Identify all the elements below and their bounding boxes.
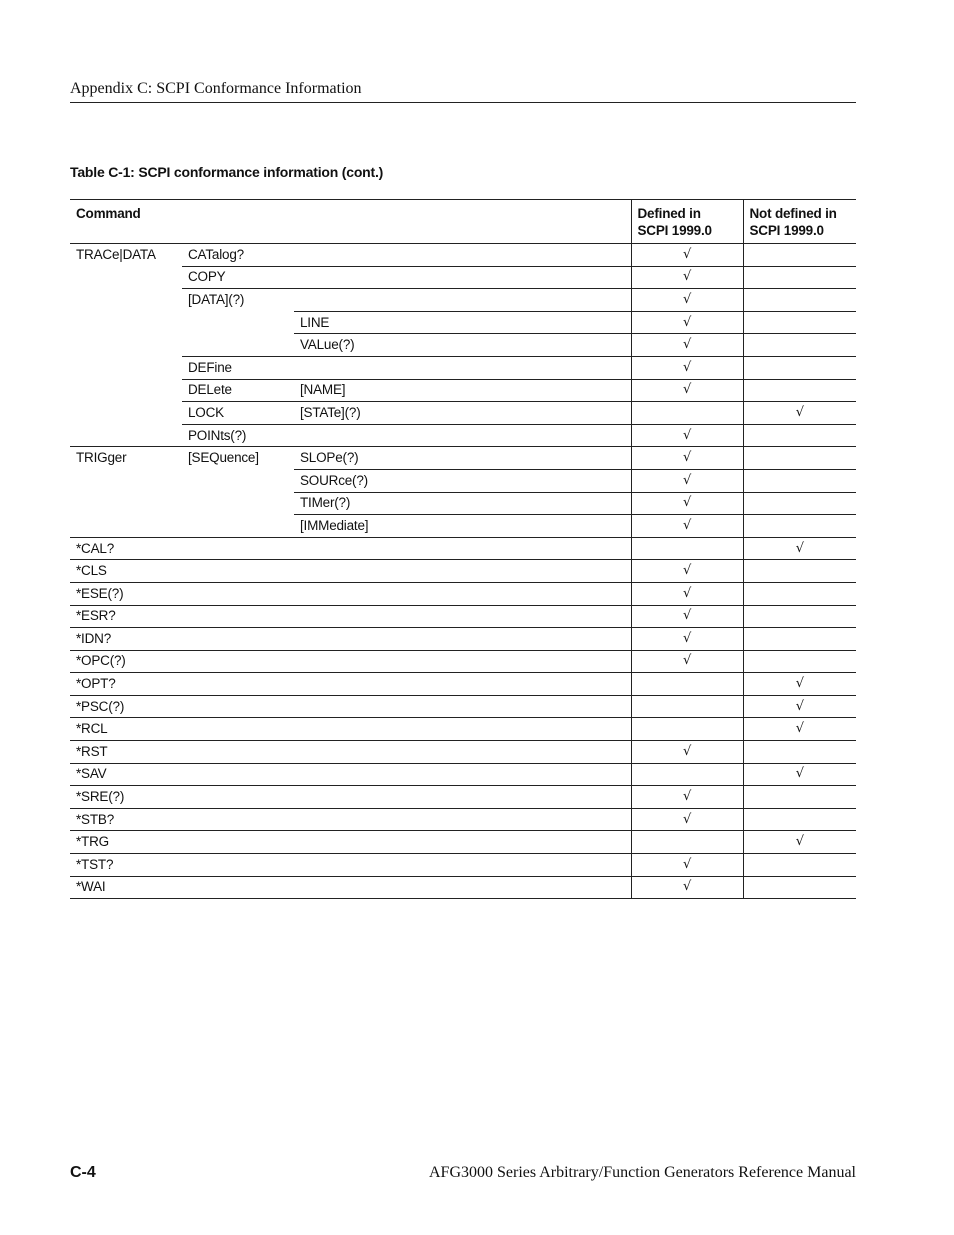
- command-level-1: *PSC(?): [76, 698, 125, 714]
- defined-cell: [631, 537, 743, 560]
- defined-cell: [631, 515, 743, 538]
- not-defined-cell: [743, 334, 856, 357]
- command-level-2: [182, 605, 294, 628]
- command-level-2: [182, 673, 294, 696]
- command-level-1: [70, 492, 182, 515]
- not-defined-cell: [743, 854, 856, 877]
- not-defined-cell: [743, 695, 856, 718]
- command-level-2: [182, 831, 294, 854]
- check-mark: √: [795, 834, 804, 850]
- table-row: [70, 402, 856, 425]
- command-level-3: [294, 424, 631, 447]
- check-mark: √: [682, 608, 692, 624]
- not-defined-cell: [743, 628, 856, 651]
- command-level-1: *OPC(?): [76, 653, 126, 669]
- check-mark: √: [682, 246, 692, 262]
- check-mark: √: [682, 291, 692, 307]
- defined-cell: [631, 311, 743, 334]
- table-row: [70, 582, 856, 605]
- defined-cell: [631, 379, 743, 402]
- command-level-3: LINE: [300, 314, 330, 330]
- not-defined-cell: [743, 492, 856, 515]
- command-level-1: *SRE(?): [76, 789, 125, 805]
- not-defined-cell: [743, 469, 856, 492]
- not-defined-cell: [743, 673, 856, 696]
- command-level-1: *ESR?: [76, 608, 116, 624]
- table-row: [70, 311, 856, 334]
- check-mark: √: [682, 314, 692, 330]
- defined-cell: [631, 876, 743, 899]
- command-level-2: [SEQuence]: [182, 447, 294, 470]
- table-row: [70, 605, 856, 628]
- command-level-2: [182, 628, 294, 651]
- table-row: [70, 266, 856, 289]
- table-row: [70, 718, 856, 741]
- defined-cell: [631, 718, 743, 741]
- command-level-2: [182, 582, 294, 605]
- command-level-1: [70, 424, 182, 447]
- command-level-3: [294, 650, 631, 673]
- defined-cell: [631, 402, 743, 425]
- table-row: [70, 854, 856, 877]
- table-row: [70, 876, 856, 899]
- command-level-2: [182, 763, 294, 786]
- command-level-1: [70, 289, 182, 312]
- command-level-1: *IDN?: [76, 630, 112, 646]
- command-level-2: COPY: [188, 269, 226, 285]
- command-level-2: DEFine: [188, 359, 232, 375]
- table-row: [70, 831, 856, 854]
- command-level-2: [182, 650, 294, 673]
- command-level-2: [182, 492, 294, 515]
- manual-title: AFG3000 Series Arbitrary/Function Generators Reference Manual: [429, 1164, 856, 1181]
- not-defined-cell: [743, 266, 856, 289]
- table-row: [70, 244, 856, 267]
- command-level-1: TRIGger: [70, 447, 182, 470]
- command-level-3: [294, 876, 631, 899]
- command-level-3: [294, 356, 631, 379]
- command-level-1: TRACe|DATA: [70, 244, 182, 267]
- column-header-not-defined: [743, 200, 856, 244]
- command-level-3: [294, 786, 631, 809]
- command-level-2: [182, 537, 294, 560]
- not-defined-cell: [743, 447, 856, 470]
- defined-cell: [631, 266, 743, 289]
- check-mark: √: [795, 540, 804, 556]
- command-level-1: *TRG: [76, 834, 109, 850]
- command-level-1: [70, 334, 182, 357]
- command-level-1: [70, 356, 182, 379]
- command-level-1: *ESE(?): [76, 585, 124, 601]
- defined-cell: [631, 492, 743, 515]
- table-body: [70, 244, 856, 899]
- defined-cell: [631, 741, 743, 764]
- check-mark: √: [682, 450, 692, 466]
- command-level-3: SOURce(?): [300, 472, 368, 488]
- command-level-3: [294, 808, 631, 831]
- check-mark: √: [795, 766, 804, 782]
- not-defined-cell: [743, 763, 856, 786]
- command-level-3: [294, 831, 631, 854]
- check-mark: √: [682, 879, 692, 895]
- command-level-1: [70, 469, 182, 492]
- command-level-2: [182, 718, 294, 741]
- table-row: [70, 379, 856, 402]
- running-header: [70, 80, 856, 103]
- command-level-2: POINts(?): [188, 427, 247, 443]
- not-defined-cell: [743, 605, 856, 628]
- command-level-1: [70, 311, 182, 334]
- defined-cell: [631, 334, 743, 357]
- check-mark: √: [682, 743, 692, 759]
- check-mark: √: [682, 585, 692, 601]
- not-defined-cell: [743, 515, 856, 538]
- defined-cell: [631, 469, 743, 492]
- check-mark: √: [682, 472, 692, 488]
- page-number: C-4: [70, 1164, 96, 1181]
- command-level-2: [182, 334, 294, 357]
- command-level-3: VALue(?): [300, 337, 355, 353]
- check-mark: √: [795, 404, 804, 420]
- command-level-3: [294, 582, 631, 605]
- command-level-2: [182, 695, 294, 718]
- not-defined-cell: [743, 582, 856, 605]
- table-header-row: [70, 200, 856, 244]
- defined-cell: [631, 854, 743, 877]
- command-level-3: [294, 628, 631, 651]
- command-level-2: [182, 741, 294, 764]
- command-level-2: [182, 311, 294, 334]
- command-level-3: [294, 854, 631, 877]
- command-level-1: *CLS: [76, 563, 107, 579]
- command-level-3: [STATe](?): [300, 404, 361, 420]
- command-level-3: [294, 537, 631, 560]
- running-title: Appendix C: SCPI Conformance Information: [70, 80, 362, 97]
- not-defined-cell: [743, 402, 856, 425]
- table-row: [70, 650, 856, 673]
- check-mark: √: [682, 337, 692, 353]
- defined-cell: [631, 289, 743, 312]
- not-defined-cell: [743, 876, 856, 899]
- command-level-2: [182, 469, 294, 492]
- not-defined-cell: [743, 741, 856, 764]
- command-level-1: [70, 402, 182, 425]
- defined-cell: [631, 628, 743, 651]
- command-level-2: [182, 854, 294, 877]
- table-row: [70, 447, 856, 470]
- table-row: [70, 334, 856, 357]
- command-level-2: [182, 515, 294, 538]
- table-row: [70, 741, 856, 764]
- command-level-1: *STB?: [76, 811, 115, 827]
- command-level-3: [294, 560, 631, 583]
- not-defined-cell: [743, 244, 856, 267]
- command-level-2: LOCK: [188, 404, 224, 420]
- command-level-1: [70, 379, 182, 402]
- command-level-1: *TST?: [76, 856, 114, 872]
- command-level-3: [294, 289, 631, 312]
- check-mark: √: [682, 359, 692, 375]
- command-level-3: [294, 605, 631, 628]
- check-mark: √: [682, 495, 692, 511]
- defined-cell: [631, 560, 743, 583]
- command-level-1: *OPT?: [76, 676, 116, 692]
- command-level-1: [70, 266, 182, 289]
- table-row: [70, 356, 856, 379]
- not-defined-cell: [743, 718, 856, 741]
- defined-cell: [631, 356, 743, 379]
- check-mark: √: [682, 789, 692, 805]
- defined-cell: [631, 244, 743, 267]
- command-level-2: [182, 560, 294, 583]
- table-row: [70, 515, 856, 538]
- command-level-3: [294, 741, 631, 764]
- column-header-defined: [631, 200, 743, 244]
- command-level-3: [294, 266, 631, 289]
- defined-cell: [631, 605, 743, 628]
- check-mark: √: [795, 698, 804, 714]
- command-level-3: [NAME]: [300, 382, 346, 398]
- not-defined-cell: [743, 311, 856, 334]
- check-mark: √: [682, 856, 692, 872]
- table-row: [70, 537, 856, 560]
- check-mark: √: [682, 269, 692, 285]
- defined-cell: [631, 582, 743, 605]
- table-row: [70, 289, 856, 312]
- command-level-3: [294, 673, 631, 696]
- not-defined-cell: [743, 808, 856, 831]
- check-mark: √: [682, 653, 692, 669]
- command-level-3: TIMer(?): [300, 495, 351, 511]
- command-level-1: *WAI: [76, 879, 106, 895]
- command-level-1: *RST: [76, 743, 108, 759]
- table-row: [70, 763, 856, 786]
- command-level-2: DELete: [188, 382, 232, 398]
- defined-cell: [631, 763, 743, 786]
- table-row: [70, 786, 856, 809]
- not-defined-cell: [743, 650, 856, 673]
- defined-cell: [631, 808, 743, 831]
- check-mark: √: [682, 427, 692, 443]
- defined-cell: [631, 424, 743, 447]
- not-defined-cell: [743, 831, 856, 854]
- defined-cell: [631, 447, 743, 470]
- command-level-3: SLOPe(?): [300, 450, 359, 466]
- column-header-defined-text: Defined in SCPI 1999.0: [637, 206, 712, 238]
- command-level-2: [182, 876, 294, 899]
- not-defined-cell: [743, 289, 856, 312]
- scpi-conformance-table: [70, 199, 856, 899]
- check-mark: √: [682, 563, 692, 579]
- column-header-command: Command: [70, 200, 631, 244]
- command-level-1: [70, 515, 182, 538]
- command-level-2: [182, 808, 294, 831]
- command-level-3: [294, 718, 631, 741]
- table-row: [70, 808, 856, 831]
- command-level-1: *SAV: [76, 766, 107, 782]
- check-mark: √: [795, 721, 804, 737]
- table-row: [70, 673, 856, 696]
- not-defined-cell: [743, 424, 856, 447]
- check-mark: √: [682, 811, 692, 827]
- defined-cell: [631, 695, 743, 718]
- table-caption: Table C-1: SCPI conformance information (cont.): [70, 164, 384, 180]
- not-defined-cell: [743, 560, 856, 583]
- command-level-1: *CAL?: [76, 540, 115, 556]
- table-row: [70, 469, 856, 492]
- not-defined-cell: [743, 786, 856, 809]
- defined-cell: [631, 831, 743, 854]
- not-defined-cell: [743, 379, 856, 402]
- table-row: [70, 695, 856, 718]
- command-level-3: [IMMediate]: [300, 517, 369, 533]
- not-defined-cell: [743, 537, 856, 560]
- check-mark: √: [795, 676, 804, 692]
- not-defined-cell: [743, 356, 856, 379]
- table-row: [70, 492, 856, 515]
- check-mark: √: [682, 382, 692, 398]
- table-row: [70, 560, 856, 583]
- command-level-1: *RCL: [76, 721, 108, 737]
- command-level-2: [182, 786, 294, 809]
- command-level-3: [294, 244, 631, 267]
- defined-cell: [631, 650, 743, 673]
- check-mark: √: [682, 517, 692, 533]
- defined-cell: [631, 786, 743, 809]
- command-level-2: CATalog?: [188, 246, 244, 262]
- table-row: [70, 628, 856, 651]
- command-level-2: [DATA](?): [182, 289, 294, 312]
- table-row: [70, 424, 856, 447]
- defined-cell: [631, 673, 743, 696]
- check-mark: √: [682, 630, 692, 646]
- command-level-3: [294, 763, 631, 786]
- command-level-3: [294, 695, 631, 718]
- column-header-not-defined-text: Not defined in SCPI 1999.0: [749, 206, 837, 238]
